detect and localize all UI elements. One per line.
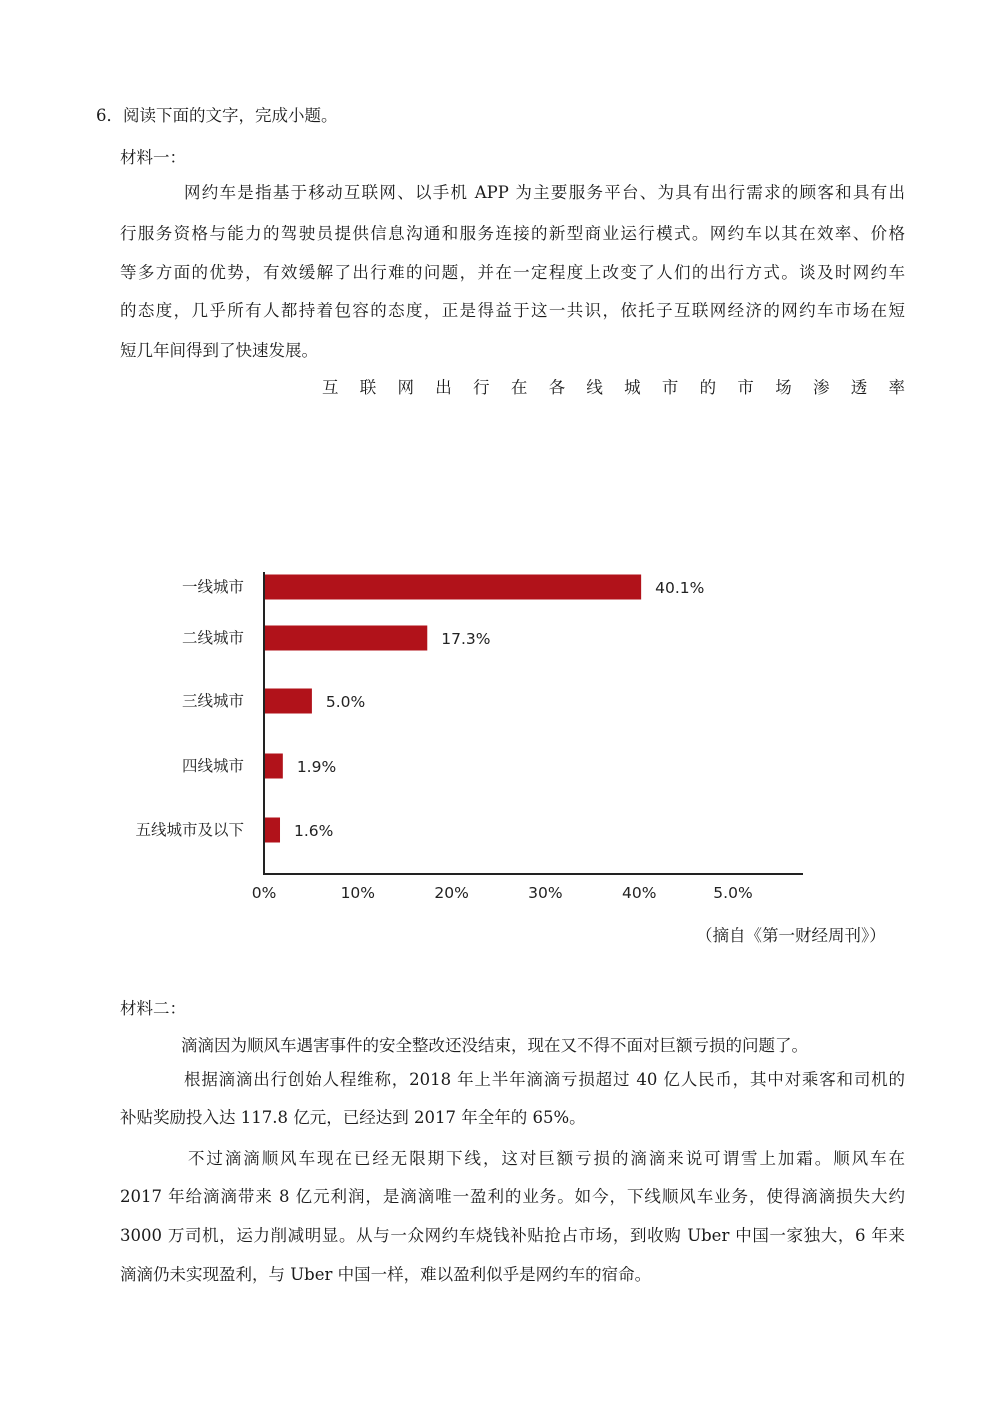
material-two-line: 3000 万司机，运力削减明显。从与一众网约车烧钱补贴抢占市场，到收购 Uber 中国一家独大，6 年来 [120, 1226, 905, 1245]
category-label: 五线城市及以下 [135, 821, 244, 839]
data-label: 1.6% [294, 822, 334, 840]
x-tick-label: 5.0% [713, 884, 753, 902]
data-label: 40.1% [655, 579, 705, 597]
x-tick-label: 40% [621, 884, 657, 902]
material-two-line: 补贴奖励投入达 117.8 亿元，已经达到 2017 年全年的 65%。 [120, 1108, 586, 1127]
x-tick-label: 0% [251, 884, 277, 902]
material-two-label: 材料二： [120, 999, 186, 1018]
bar [265, 689, 312, 714]
category-label: 二线城市 [181, 629, 244, 647]
material-one-line: 行服务资格与能力的驾驶员提供信息沟通和服务连接的新型商业运行模式。网约车以其在效率、价格 [120, 224, 905, 243]
bar [265, 754, 283, 779]
chart-source: （摘自《第一财经周刊》） [696, 926, 886, 945]
x-tick-label: 20% [434, 884, 469, 902]
bar [265, 818, 280, 843]
category-label: 一线城市 [181, 578, 244, 596]
bar [265, 626, 427, 651]
x-tick-label: 10% [340, 884, 376, 902]
material-two-line: 2017 年给滴滴带来 8 亿元利润，是滴滴唯一盈利的业务。如今，下线顺风车业务，使得滴滴损失大约 [120, 1187, 905, 1206]
category-label: 三线城市 [181, 692, 244, 710]
x-tick-label: 30% [528, 884, 563, 902]
bar [265, 575, 641, 600]
material-two-line: 根据滴滴出行创始人程维称，2018 年上半年滴滴亏损超过 40 亿人民币，其中对乘客和司机的 [184, 1070, 905, 1089]
data-label: 17.3% [441, 630, 491, 648]
material-one-line: 短几年间得到了快速发展。 [120, 341, 318, 360]
material-one-line: 网约车是指基于移动互联网、以手机 APP 为主要服务平台、为具有出行需求的顾客和具有出 [184, 183, 905, 202]
data-label: 5.0% [325, 693, 366, 711]
material-two-line: 滴滴因为顺风车遇害事件的安全整改还没结束，现在又不得不面对巨额亏损的问题了。 [181, 1036, 808, 1055]
material-two-line: 滴滴仍未实现盈利，与 Uber 中国一样，难以盈利似乎是网约车的宿命。 [120, 1265, 652, 1284]
data-label: 1.9% [296, 758, 337, 776]
category-label: 四线城市 [181, 757, 244, 775]
material-one-label: 材料一： [120, 148, 186, 167]
material-two-line: 不过滴滴顺风车现在已经无限期下线，这对巨额亏损的滴滴来说可谓雪上加霜。顺风车在 [188, 1149, 905, 1168]
question-heading: 6．阅读下面的文字，完成小题。 [96, 106, 338, 125]
material-one-line: 的态度，几乎所有人都持着包容的态度，正是得益于这一共识，依托子互联网经济的网约车市场在短 [120, 301, 905, 320]
chart-title: 互联网出行在各线城市的市场渗透率 [322, 378, 905, 397]
material-one-line: 等多方面的优势，有效缓解了出行难的问题，并在一定程度上改变了人们的出行方式。谈及时网约车 [120, 263, 905, 282]
